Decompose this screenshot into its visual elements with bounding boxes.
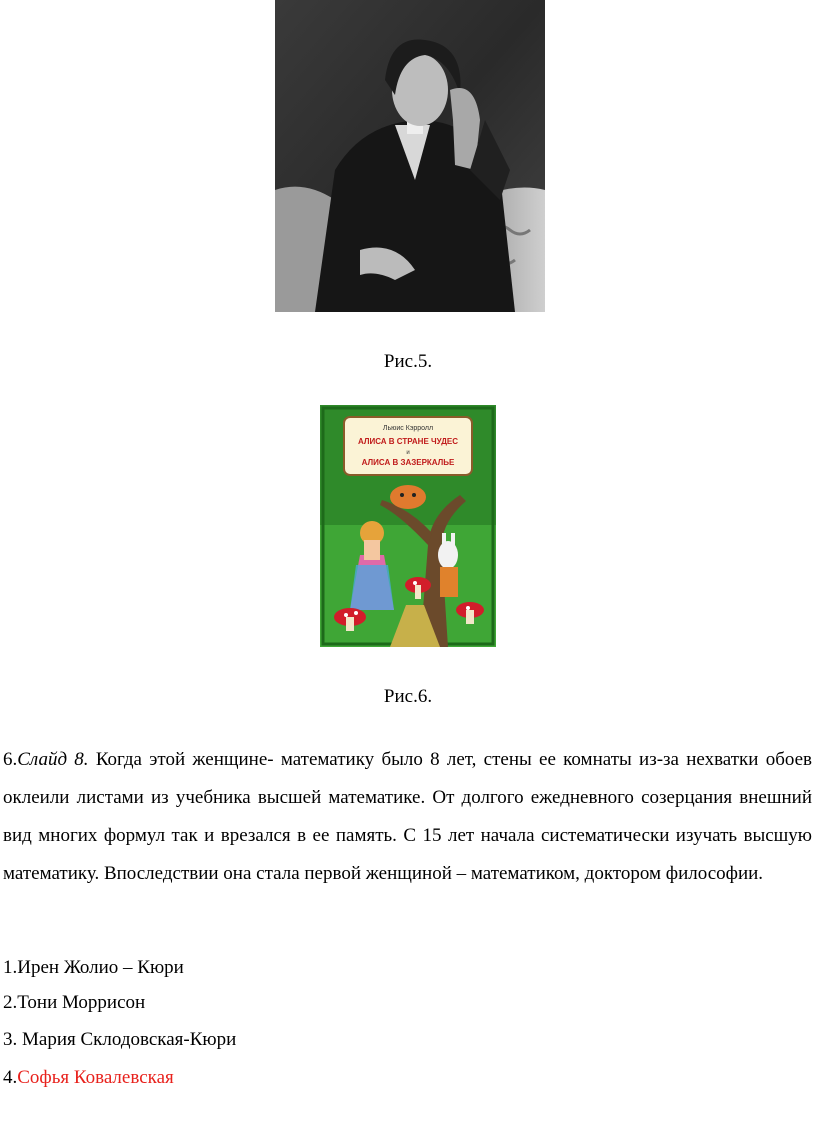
cover-author: Льюис Кэрролл [382,425,434,432]
cover-divider: и [406,450,410,456]
portrait-photo [275,0,545,312]
option-1-text: Ирен Жолио – Кюри [17,957,184,978]
option-2-text: Тони Моррисон [17,992,146,1013]
question-number: 6. [3,749,18,770]
question-paragraph [3,741,812,893]
option-3 [3,1029,236,1051]
slide-label: Слайд 8. [17,749,89,770]
book-cover-image [320,405,496,647]
option-2-number: 2. [3,992,18,1013]
cover-title-1: АЛИСА В СТРАНЕ ЧУДЕС [357,437,459,446]
figure-5-caption: Рис.5. [383,351,433,372]
option-3-number: 3. [3,1029,18,1050]
option-4-number: 4. [3,1067,18,1088]
option-1-number: 1. [3,957,18,978]
option-1 [3,957,184,979]
option-4-answer [3,1067,174,1089]
question-text: Когда этой женщине- математику было 8 лет, стены ее комнаты из-за нехватки обоев оклеили листами из учебника высшей математике. От долгого ежедневного созерцания внешний вид многих формул так и врезался в ее память. С 15 лет начала систематически изучать высшую математику. Впоследствии она стала первой женщиной – математиком, доктором философии. [3,749,812,884]
cover-title-2: АЛИСА В ЗАЗЕРКАЛЬЕ [361,458,455,467]
option-2 [3,992,145,1014]
option-3-text: Мария Склодовская-Кюри [17,1029,237,1050]
option-4-text: Софья Ковалевская [17,1067,174,1088]
figure-6-caption: Рис.6. [383,686,433,707]
